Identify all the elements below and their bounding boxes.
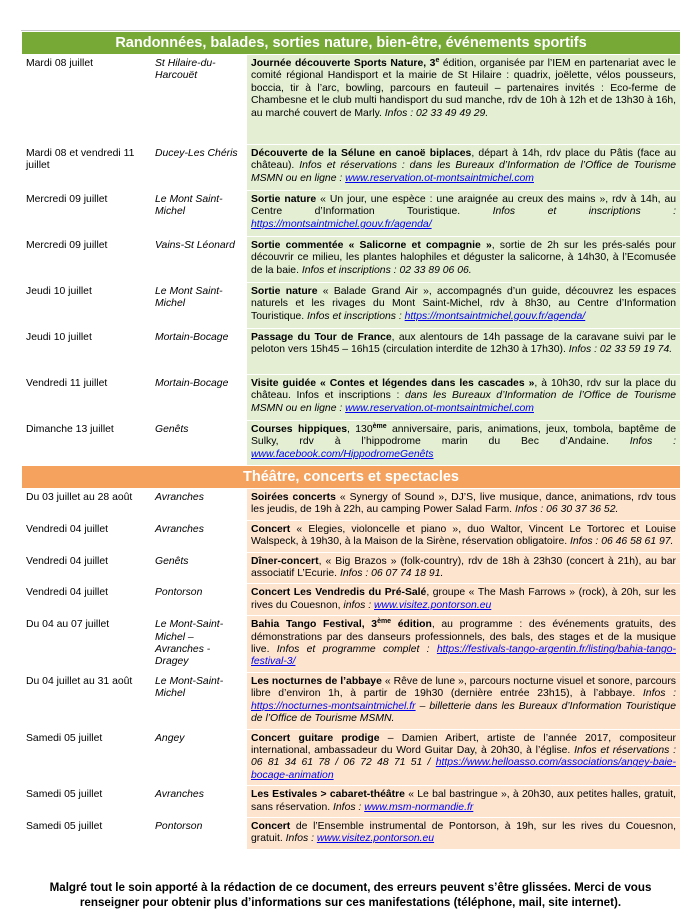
- event-info: Infos :: [285, 833, 317, 845]
- table-row: [22, 520, 681, 552]
- event-title: Sortie nature: [251, 286, 318, 297]
- event-description: [247, 55, 681, 145]
- event-info: Infos et inscriptions : 02 33 89 06 06.: [301, 264, 472, 276]
- event-title: Concert: [251, 820, 291, 832]
- table-row: [22, 55, 681, 145]
- table-row: [22, 191, 681, 237]
- event-link[interactable]: www.facebook.com/HippodromeGenêts: [251, 448, 434, 460]
- event-description: [247, 421, 681, 467]
- event-info: Infos :: [642, 688, 676, 700]
- event-text: anniversaire, paris, animations, jeux, tombola, baptême de Sulky, rdv à l’hippodrome marin du Bec d’Andaine.: [251, 424, 677, 448]
- event-link[interactable]: www.reservation.ot-montsaintmichel.com: [345, 402, 534, 414]
- section-title: Théâtre, concerts et spectacles: [22, 466, 681, 489]
- table-row: [22, 729, 681, 786]
- event-title: Concert Les Vendredis du Pré-Salé: [251, 587, 427, 599]
- event-title: Passage du Tour de France: [251, 332, 392, 343]
- event-date: Vendredi 11 juillet: [22, 375, 151, 421]
- event-info: Infos : 06 30 37 36 52.: [514, 504, 619, 516]
- event-title: Journée découverte Sports Nature, 3: [251, 58, 436, 69]
- event-text: , « Big Brazos » (folk-country), rdv de 18h à 23h30 (concert à 21h), au bar associatif L’Ecurie.: [251, 555, 676, 580]
- event-link[interactable]: https://montsaintmichel.gouv.fr/agenda/: [404, 310, 586, 322]
- event-date: Du 03 juillet au 28 août: [22, 489, 151, 521]
- event-text: de l’Ensemble instrumental de Pontorson, à 19h, sur les rives du Couesnon, gratuit.: [251, 820, 676, 845]
- event-text: , à 10h30, rdv sur la place du château. Infos et inscriptions :: [251, 378, 677, 402]
- event-date: Mardi 08 et vendredi 11 juillet: [22, 145, 151, 191]
- event-info: Infos et inscriptions :: [307, 310, 405, 322]
- event-info: infos :: [343, 599, 375, 611]
- event-description: [247, 672, 681, 729]
- table-row: [22, 421, 681, 467]
- event-date: Mercredi 09 juillet: [22, 237, 151, 283]
- event-title: Courses hippiques: [251, 424, 348, 435]
- table-row: [22, 616, 681, 673]
- event-description: [247, 375, 681, 421]
- event-info: – billetterie dans les Bureaux d’Information Touristique de l’Office de Tourisme MSMN.: [251, 700, 676, 725]
- event-text: , 130: [347, 424, 373, 435]
- event-info: Infos et programme complet :: [276, 644, 437, 656]
- event-date: Vendredi 04 juillet: [22, 552, 151, 584]
- event-link[interactable]: https://festivals-tango-argentin.fr/listing/bahia-tango-festival-3/: [251, 644, 676, 668]
- event-place: Pontorson: [151, 584, 247, 616]
- event-place: Mortain-Bocage: [151, 375, 247, 421]
- event-text: « Synergy of Sound », DJ’S, live musique, dance, animations, rdv tous les jeudis, de 19h à 22h, au camping Power Salad Farm.: [251, 492, 676, 516]
- event-date: Samedi 05 juillet: [22, 786, 151, 818]
- event-title: Les Estivales > cabaret-théâtre: [251, 789, 405, 801]
- event-date: Samedi 05 juillet: [22, 729, 151, 786]
- event-description: [247, 283, 681, 329]
- event-place: Le Mont-Saint-Michel: [151, 672, 247, 729]
- event-text: , sortie de 2h sur les prés-salés pour découvrir ce milieu, les plantes halophiles et déguster la salicorne, à 14h30, à l’Ecomusée de la baie.: [251, 240, 677, 276]
- event-place: Angey: [151, 729, 247, 786]
- event-date: Du 04 juillet au 31 août: [22, 672, 151, 729]
- event-place: Le Mont Saint-Michel: [151, 283, 247, 329]
- event-place: Avranches: [151, 489, 247, 521]
- event-text: , groupe « The Mash Farrows » (rock), à 20h, sur les rives du Couesnon,: [251, 587, 676, 611]
- event-place: Avranches: [151, 786, 247, 818]
- event-link[interactable]: www.visitez.pontorson.eu: [374, 599, 492, 611]
- event-info: Infos : 02 33 59 19 74.: [568, 344, 673, 356]
- event-info: Infos :: [333, 801, 365, 813]
- section-title: Randonnées, balades, sorties nature, bien-être, événements sportifs: [22, 32, 681, 55]
- event-text: , au programme : des événements gratuits, des démonstrations par des danseurs professionnels, des bals, des stages et de la musique live.: [251, 619, 676, 656]
- table-row: [22, 145, 681, 191]
- table-row: [22, 375, 681, 421]
- event-description: [247, 489, 681, 521]
- event-info: Infos :: [629, 436, 677, 448]
- table-row: [22, 329, 681, 375]
- event-date: Jeudi 10 juillet: [22, 329, 151, 375]
- event-text: « Un jour, une espèce : une araignée au creux des mains », rdv à 14h, au Centre d’Information Touristique.: [251, 194, 677, 218]
- event-title-sup: ème: [377, 618, 392, 626]
- event-place: Vains-St Léonard: [151, 237, 247, 283]
- event-description: [247, 817, 681, 849]
- event-text: « Elegies, violoncelle et piano », duo Waltor, Vincent Le Tortorec et Louise Walspeck, à 19h30, à la Maison de la Sirène, réservation obligatoire.: [251, 523, 676, 548]
- event-info: Infos et réservations : dans les Bureaux d’Information de l’Office de Tourisme MSMN ou en ligne :: [251, 160, 677, 184]
- event-date: Vendredi 04 juillet: [22, 520, 151, 552]
- event-link[interactable]: www.reservation.ot-montsaintmichel.com: [345, 172, 534, 184]
- event-place: Le Mont Saint-Michel: [151, 191, 247, 237]
- event-title-sup: e: [435, 57, 440, 64]
- event-place: Genêts: [151, 421, 247, 467]
- event-title: Soirées concerts: [251, 492, 336, 503]
- event-title: Visite guidée « Contes et légendes dans les cascades »: [251, 378, 535, 389]
- event-place: Le Mont-Saint-Michel – Avranches - Dragey: [151, 616, 247, 673]
- table-row: [22, 237, 681, 283]
- disclaimer-footer: Malgré tout le soin apporté à la rédaction de ce document, des erreurs peuvent s’être glissées. Merci de vous renseigner pour obtenir plus d’informations sur ces manifestations (téléphone, mail, site internet).: [49, 881, 652, 909]
- event-date: Dimanche 13 juillet: [22, 421, 151, 467]
- event-description: [247, 552, 681, 584]
- event-title: Les nocturnes de l’abbaye: [251, 675, 382, 687]
- event-text: « Le bal bastringue », à 20h30, aux petites halles, gratuit, sans réservation.: [251, 789, 677, 813]
- event-date: Samedi 05 juillet: [22, 817, 151, 849]
- event-title: Concert: [251, 523, 291, 535]
- event-date: Mercredi 09 juillet: [22, 191, 151, 237]
- event-title: Sortie nature: [251, 194, 317, 205]
- table-row: [22, 672, 681, 729]
- event-date: Vendredi 04 juillet: [22, 584, 151, 616]
- event-info: Infos et inscriptions :: [492, 206, 677, 218]
- event-place: Pontorson: [151, 817, 247, 849]
- event-date: Du 04 au 07 juillet: [22, 616, 151, 673]
- event-date: Mardi 08 juillet: [22, 55, 151, 145]
- event-description: [247, 145, 681, 191]
- table-row: [22, 584, 681, 616]
- event-text: , départ à 14h, rdv place du Pâtis (face au château).: [251, 148, 677, 172]
- event-title: Sortie commentée « Salicorne et compagnie »: [251, 240, 492, 251]
- event-text: « Rêve de lune », parcours nocturne visuel et sonore, parcours libre d’environ 1h, à partir de 19h30 (dernière entrée 23h15), à l’abbaye.: [251, 675, 676, 700]
- event-info: dans les Bureaux d’Information de l’Office de Tourisme MSMN ou en ligne :: [251, 390, 677, 414]
- event-text: – Damien Aribert, artiste de l’année 2017, compositeur international, ambassadeur du Word Guitar Day, à 20h30, à l’église.: [251, 732, 676, 756]
- sports-events-table: [21, 31, 681, 467]
- event-place: Genêts: [151, 552, 247, 584]
- event-description: [247, 191, 681, 237]
- event-text: édition: [439, 58, 474, 69]
- table-row: [22, 552, 681, 584]
- event-description: [247, 729, 681, 786]
- event-link[interactable]: www.msm-normandie.fr: [364, 801, 474, 813]
- event-title: Dîner-concert: [251, 555, 319, 567]
- event-link[interactable]: https://montsaintmichel.gouv.fr/agenda/: [251, 218, 432, 230]
- event-link[interactable]: https://www.helloasso.com/associations/angey-baie-bocage-animation: [251, 757, 676, 781]
- event-description: [247, 520, 681, 552]
- table-row: [22, 283, 681, 329]
- event-link[interactable]: www.visitez.pontorson.eu: [316, 833, 435, 845]
- event-text: , organisée par l’IEM en partenariat avec le comité régional Handisport et la mairie de St Hilaire : quadrix, joëlette, vélos pousseurs, boccia, tir à l’arc, bowling, parcours en fauteuil – partenaires invités : Eco-ferme de Chambesne et le club multi handisport du sud manche, rdv de 10h à 12h et de 13h30 à 16h, au marché couvert de Marly.: [251, 58, 677, 119]
- event-place: Mortain-Bocage: [151, 329, 247, 375]
- event-description: [247, 237, 681, 283]
- event-title: Concert guitare prodige: [251, 732, 380, 744]
- event-info: Infos : 06 07 74 18 91.: [339, 568, 444, 580]
- event-description: [247, 584, 681, 616]
- event-text: , aux alentours de 14h passage de la caravane suivi par le peloton vers 15h45 – 16h15 (circulation interdite de 12h30 à 17h30).: [251, 332, 677, 356]
- shows-events-table: [21, 465, 681, 850]
- event-place: Avranches: [151, 520, 247, 552]
- event-info: Infos : 06 46 58 61 97.: [570, 536, 674, 548]
- table-row: [22, 817, 681, 849]
- event-place: Ducey-Les Chéris: [151, 145, 247, 191]
- event-place: St Hilaire-du-Harcouët: [151, 55, 247, 145]
- event-title: Découverte de la Sélune en canoë biplaces: [251, 148, 472, 159]
- event-description: [247, 616, 681, 673]
- table-row: [22, 786, 681, 818]
- event-description: [247, 786, 681, 818]
- event-link[interactable]: https://nocturnes-montsaintmichel.fr: [251, 700, 416, 712]
- event-text: « Balade Grand Air », accompagnés d’un guide, découvrez les espaces naturels et les rivages du Mont Saint-Michel, rdv à 8h30, au Centre d’Information Touristique.: [251, 286, 677, 322]
- event-info: Infos : 02 33 49 49 29.: [384, 107, 489, 119]
- event-title-sup: ème: [372, 423, 387, 430]
- event-description: [247, 329, 681, 375]
- table-row: [22, 489, 681, 521]
- event-info: Infos et réservations : 06 81 34 61 78 / 06 72 48 71 51 /: [251, 744, 676, 769]
- event-title: Bahia Tango Festival, 3: [251, 619, 378, 631]
- event-date: Jeudi 10 juillet: [22, 283, 151, 329]
- event-title: édition: [391, 619, 432, 631]
